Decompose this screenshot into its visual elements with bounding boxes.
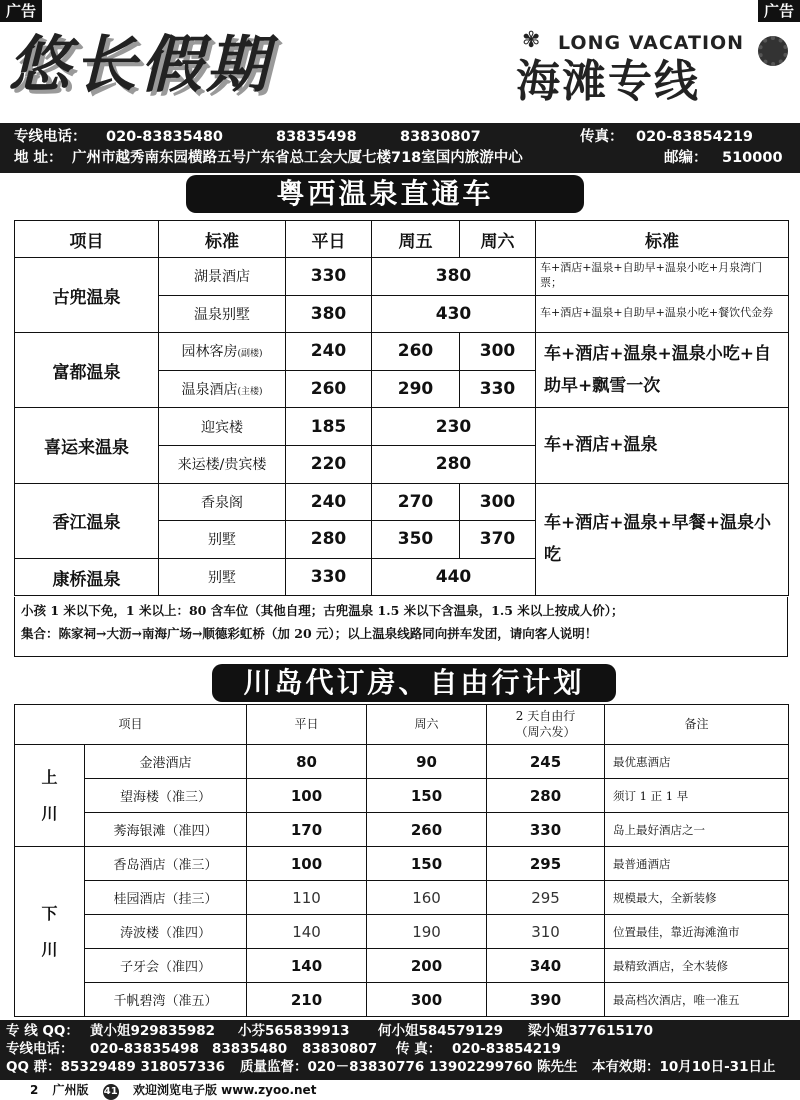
weekday-price: 240 bbox=[286, 333, 372, 371]
address-text: 广州市越秀南东园横路五号广东省总工会大厦七楼718室国内旅游中心 bbox=[72, 150, 523, 166]
header-weekday: 平日 bbox=[286, 221, 372, 258]
two-day-price: 310 bbox=[487, 915, 605, 949]
table-row bbox=[15, 847, 789, 881]
resort-name: 古兜温泉 bbox=[15, 258, 159, 333]
hotel-name: 千帆碧湾（准五） bbox=[85, 983, 247, 1017]
remark: 最优惠酒店 bbox=[605, 745, 789, 779]
saturday-price: 260 bbox=[367, 813, 487, 847]
remark: 须订 1 正 1 早 bbox=[605, 779, 789, 813]
weekday-price: 260 bbox=[286, 370, 372, 408]
hotel-name: 莠海银滩（准四） bbox=[85, 813, 247, 847]
header-item: 项目 bbox=[15, 221, 159, 258]
postcode-label: 邮编： bbox=[664, 150, 708, 166]
header-two-day-label: 2 天自由行 bbox=[515, 708, 576, 723]
weekday-price: 220 bbox=[286, 445, 372, 483]
area-label-xiachuan bbox=[15, 847, 85, 1017]
two-day-price: 245 bbox=[487, 745, 605, 779]
area-label-shangchuan bbox=[15, 745, 85, 847]
table-row bbox=[15, 813, 789, 847]
header-friday: 周五 bbox=[372, 221, 460, 258]
saturday-price: 190 bbox=[367, 915, 487, 949]
table-row bbox=[15, 949, 789, 983]
room-standard: 温泉别墅 bbox=[159, 295, 286, 333]
phone-number-3: 83830807 bbox=[400, 129, 481, 145]
room-standard-label: 温泉酒店 bbox=[181, 382, 238, 399]
package-note: 车+酒店+温泉+早餐+温泉小吃 bbox=[536, 483, 789, 596]
friday-price: 290 bbox=[372, 370, 460, 408]
contact-footer bbox=[0, 1020, 800, 1080]
fax-label: 传真： bbox=[580, 129, 624, 145]
page-badge-icon: 41 bbox=[103, 1084, 119, 1100]
room-standard: 来运楼/贵宾楼 bbox=[159, 445, 286, 483]
island-section-title: 川岛代订房、自由行计划 bbox=[212, 664, 616, 702]
two-day-price: 340 bbox=[487, 949, 605, 983]
header-item: 项目 bbox=[15, 705, 247, 745]
ad-label-right: 广告 bbox=[758, 0, 800, 22]
weekday-price: 80 bbox=[247, 745, 367, 779]
footer-phone-1: 020-83835498 bbox=[90, 1041, 199, 1057]
header-two-day bbox=[487, 705, 605, 745]
phone-label: 专线电话： bbox=[14, 129, 87, 145]
fri-sat-price: 430 bbox=[372, 295, 536, 333]
hot-spring-section-title: 粤西温泉直通车 bbox=[186, 175, 584, 213]
weekday-price: 110 bbox=[247, 881, 367, 915]
quality-supervision: 质量监督：020－83830776 13902299760 陈先生 bbox=[240, 1059, 578, 1075]
saturday-price: 300 bbox=[460, 483, 536, 521]
header-saturday: 周六 bbox=[460, 221, 536, 258]
weekday-price: 330 bbox=[286, 258, 372, 296]
table-row bbox=[15, 983, 789, 1017]
meeting-point-note: 集合：陈家祠→大沥→南海广场→顺德彩虹桥（加 20 元）；以上温泉线路同向拼车发团，请向客人说明！ bbox=[21, 625, 598, 641]
fri-sat-price: 380 bbox=[372, 258, 536, 296]
weekday-price: 380 bbox=[286, 295, 372, 333]
two-day-price: 295 bbox=[487, 881, 605, 915]
saturday-price: 200 bbox=[367, 949, 487, 983]
footer-phone-2: 83835480 bbox=[212, 1041, 288, 1057]
friday-price: 270 bbox=[372, 483, 460, 521]
hotel-name: 香岛酒店（准三） bbox=[85, 847, 247, 881]
resort-name: 喜运来温泉 bbox=[15, 408, 159, 483]
qq-contact-3: 何小姐584579129 bbox=[378, 1023, 504, 1039]
phone-number-2: 83835498 bbox=[276, 129, 357, 145]
header-saturday: 周六 bbox=[367, 705, 487, 745]
table-row bbox=[15, 881, 789, 915]
two-day-price: 295 bbox=[487, 847, 605, 881]
room-standard: 迎宾楼 bbox=[159, 408, 286, 446]
room-standard: 湖景酒店 bbox=[159, 258, 286, 296]
table-header-row bbox=[15, 221, 789, 258]
weekday-price: 280 bbox=[286, 521, 372, 559]
area-char-1: 上川 bbox=[41, 768, 58, 823]
table-header-row bbox=[15, 705, 789, 745]
hotel-name: 金港酒店 bbox=[85, 745, 247, 779]
qq-group: QQ 群：85329489 318057336 bbox=[6, 1059, 226, 1075]
building-tag: (副楼) bbox=[237, 349, 263, 360]
remark: 最普通酒店 bbox=[605, 847, 789, 881]
table-row bbox=[15, 779, 789, 813]
palm-tree-icon: ✾ bbox=[522, 28, 541, 53]
hot-spring-notes bbox=[14, 597, 788, 657]
saturday-price: 330 bbox=[460, 370, 536, 408]
page-number: 2 bbox=[30, 1083, 39, 1097]
fri-sat-price: 280 bbox=[372, 445, 536, 483]
table-row bbox=[15, 745, 789, 779]
hotel-name: 涛波楼（准四） bbox=[85, 915, 247, 949]
saturday-price: 300 bbox=[367, 983, 487, 1017]
page-footer bbox=[30, 1082, 326, 1100]
table-row bbox=[15, 258, 789, 296]
table-row bbox=[15, 408, 789, 446]
footer-phone-label: 专线电话： bbox=[6, 1041, 74, 1057]
weekday-price: 240 bbox=[286, 483, 372, 521]
package-note: 车+酒店+温泉+自助早+温泉小吃+餐饮代金券 bbox=[536, 295, 789, 333]
building-tag: (主楼) bbox=[237, 387, 263, 398]
header-standard: 标准 bbox=[159, 221, 286, 258]
resort-name: 康桥温泉 bbox=[15, 558, 159, 596]
island-hotel-table bbox=[14, 704, 789, 1017]
weekday-price: 330 bbox=[286, 558, 372, 596]
qq-contact-1: 黄小姐929835982 bbox=[90, 1023, 216, 1039]
phone-number-1: 020-83835480 bbox=[106, 129, 223, 145]
qq-contact-2: 小芬565839913 bbox=[238, 1023, 350, 1039]
sun-icon bbox=[758, 36, 788, 66]
validity-period: 本有效期：10月10日-31日止 bbox=[592, 1059, 776, 1075]
room-standard bbox=[159, 370, 286, 408]
weekday-price: 210 bbox=[247, 983, 367, 1017]
weekday-price: 140 bbox=[247, 915, 367, 949]
room-standard: 别墅 bbox=[159, 521, 286, 559]
header-weekday: 平日 bbox=[247, 705, 367, 745]
weekday-price: 140 bbox=[247, 949, 367, 983]
hotel-name: 望海楼（准三） bbox=[85, 779, 247, 813]
fri-sat-price: 440 bbox=[372, 558, 536, 596]
saturday-price: 370 bbox=[460, 521, 536, 559]
logo-english-text: LONG VACATION bbox=[558, 32, 745, 54]
saturday-price: 150 bbox=[367, 779, 487, 813]
qq-label: 专 线 QQ： bbox=[6, 1023, 79, 1039]
child-policy-note: 小孩 1 米以下免，1 米以上：80 含车位（其他自理；古兜温泉 1.5 米以下含温泉，1.5 米以上按成人价）； bbox=[21, 603, 624, 618]
brand-logo bbox=[516, 26, 796, 122]
hotel-name: 子牙会（准四） bbox=[85, 949, 247, 983]
weekday-price: 185 bbox=[286, 408, 372, 446]
resort-name: 香江温泉 bbox=[15, 483, 159, 558]
header-two-day-sub: （周六发） bbox=[515, 724, 576, 739]
address-label: 地 址： bbox=[14, 150, 63, 166]
website-link[interactable]: 欢迎浏览电子版 www.zyoo.net bbox=[132, 1083, 317, 1097]
two-day-price: 390 bbox=[487, 983, 605, 1017]
fax-number: 020-83854219 bbox=[636, 129, 753, 145]
weekday-price: 100 bbox=[247, 779, 367, 813]
ad-label-left: 广告 bbox=[0, 0, 42, 22]
contact-bar bbox=[0, 123, 800, 173]
friday-price: 350 bbox=[372, 521, 460, 559]
weekday-price: 100 bbox=[247, 847, 367, 881]
remark: 位置最佳，靠近海滩渔市 bbox=[605, 915, 789, 949]
qq-contact-4: 梁小姐377615170 bbox=[528, 1023, 654, 1039]
saturday-price: 150 bbox=[367, 847, 487, 881]
footer-phone-3: 83830807 bbox=[302, 1041, 378, 1057]
two-day-price: 280 bbox=[487, 779, 605, 813]
saturday-price: 90 bbox=[367, 745, 487, 779]
edition-label: 广州版 bbox=[52, 1083, 89, 1097]
room-standard-label: 园林客房 bbox=[181, 344, 238, 361]
fri-sat-price: 230 bbox=[372, 408, 536, 446]
hot-spring-price-table bbox=[14, 220, 789, 596]
two-day-price: 330 bbox=[487, 813, 605, 847]
friday-price: 260 bbox=[372, 333, 460, 371]
remark: 规模最大，全新装修 bbox=[605, 881, 789, 915]
logo-chinese-text: 海滩专线 bbox=[516, 56, 700, 107]
header-remark: 备注 bbox=[605, 705, 789, 745]
footer-fax-label: 传 真： bbox=[396, 1041, 442, 1057]
remark: 最高档次酒店，唯一准五 bbox=[605, 983, 789, 1017]
room-standard: 香泉阁 bbox=[159, 483, 286, 521]
package-note: 车+酒店+温泉+自助早+温泉小吃+月泉湾门票； bbox=[536, 258, 789, 296]
saturday-price: 300 bbox=[460, 333, 536, 371]
remark: 岛上最好酒店之一 bbox=[605, 813, 789, 847]
header-package: 标准 bbox=[536, 221, 789, 258]
hotel-name: 桂园酒店（挂三） bbox=[85, 881, 247, 915]
table-row bbox=[15, 483, 789, 521]
brand-title: 悠长假期 bbox=[8, 28, 273, 101]
area-char-2: 下川 bbox=[41, 904, 58, 959]
weekday-price: 170 bbox=[247, 813, 367, 847]
package-note: 车+酒店+温泉+温泉小吃+自助早+飘雪一次 bbox=[536, 333, 789, 408]
room-standard bbox=[159, 333, 286, 371]
room-standard: 别墅 bbox=[159, 558, 286, 596]
footer-fax: 020-83854219 bbox=[452, 1041, 561, 1057]
saturday-price: 160 bbox=[367, 881, 487, 915]
postcode-value: 510000 bbox=[722, 150, 783, 166]
table-row bbox=[15, 333, 789, 371]
resort-name: 富都温泉 bbox=[15, 333, 159, 408]
package-note: 车+酒店+温泉 bbox=[536, 408, 789, 483]
table-row bbox=[15, 915, 789, 949]
remark: 最精致酒店，全木装修 bbox=[605, 949, 789, 983]
